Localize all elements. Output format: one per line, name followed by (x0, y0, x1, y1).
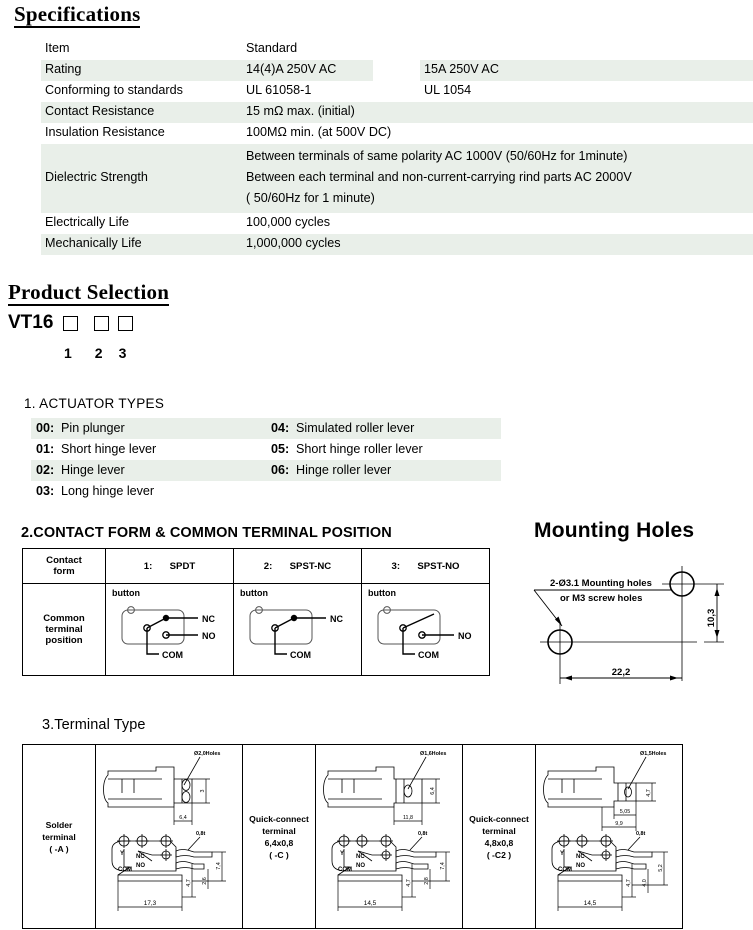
product-selection-heading (8, 281, 169, 306)
spstno-button-label: button (368, 588, 396, 598)
actuator-item-06 (266, 460, 501, 481)
spdt-terminal-no: NO (202, 631, 216, 641)
dielectric-line-3: ( 50/60Hz for 1 minute) (246, 191, 375, 205)
terminal-type-title: 3.Terminal Type (42, 717, 146, 733)
contact-form-title: 2.CONTACT FORM & COMMON TERMINAL POSITION (21, 525, 392, 541)
spec-row-rating-value2: 15A 250V AC (424, 62, 499, 76)
mounting-holes-drawing (512, 556, 752, 701)
contact-form-diagram-spdt (106, 584, 234, 676)
spdt-button-label: button (112, 588, 140, 598)
c-terminal-y: Y (340, 851, 345, 857)
spec-row-insulation-resistance (41, 122, 753, 143)
spec-row-standards-label: Conforming to standards (45, 83, 183, 97)
solder-dim-bottom-h: 17,3 (143, 900, 157, 907)
contact-form-diagram-spst-no (362, 584, 490, 676)
terminal-solder-line1: Solder (45, 819, 73, 830)
mounting-holes-dim-vertical: 10,3 (706, 608, 717, 628)
contact-form-col-1-name: SPDT (169, 560, 196, 572)
spec-row-contact-resistance-value: 15 mΩ max. (initial) (246, 104, 355, 118)
actuator-types-title: 1. ACTUATOR TYPES (24, 396, 165, 411)
actuator-row (31, 460, 501, 481)
dielectric-line-1: Between terminals of same polarity AC 1000V (50/60Hz for 1minute) (246, 149, 628, 163)
spec-row-rating-value: 14(4)A 250V AC (246, 62, 337, 76)
actuator-row (31, 439, 501, 460)
c-hole-note: Ø1,6Holes (420, 751, 447, 757)
c2-terminal-y: Y (560, 851, 565, 857)
actuator-name-03: Long hinge lever (61, 484, 155, 498)
actuator-code-04: 04: (271, 421, 290, 435)
mounting-holes-note-line1: 2-Ø3.1 Mounting holes (550, 578, 652, 589)
terminal-diagram-quickconnect-c2 (536, 745, 683, 929)
product-code-digit-1: 1 (64, 345, 72, 361)
terminal-label-solder (23, 745, 96, 929)
spec-row-rating-label: Rating (45, 62, 82, 76)
contact-form-body-line1: Common (43, 613, 85, 624)
quickconnect-c2-drawing (536, 745, 682, 923)
actuator-code-03: 03: (36, 484, 55, 498)
c-terminal-nc: NC (356, 854, 365, 860)
contact-form-header-label (23, 549, 106, 584)
actuator-types-list (31, 418, 501, 502)
spec-row-contact-resistance (41, 101, 753, 122)
terminal-solder-line2: terminal (42, 831, 76, 842)
c2-dim-small-v: 4,0 (642, 879, 648, 887)
spstnc-button-label: button (240, 588, 268, 598)
product-selection-title: Product Selection (8, 281, 169, 306)
product-code-builder (8, 312, 133, 334)
solder-terminal-nc: NC (136, 854, 145, 860)
mounting-holes-heading (534, 519, 694, 543)
solder-hole-note: Ø2,0Holes (194, 751, 221, 757)
solder-terminal-com: COM (118, 867, 132, 873)
mounting-holes-title: Mounting Holes (534, 519, 695, 542)
actuator-code-00: 00: (36, 421, 55, 435)
solder-dim-thickness: 0,8t (196, 831, 206, 837)
spec-row-mechanical-life (41, 233, 753, 254)
contact-form-col-1-num: 1: (143, 560, 153, 572)
spec-row-dielectric-strength (41, 143, 753, 212)
spec-header-standard: Standard (246, 41, 298, 55)
terminal-c2-line3: 4,8x0,8 (484, 837, 514, 848)
spec-row-mechanical-life-label: Mechanically Life (45, 236, 142, 250)
actuator-item-01 (31, 439, 266, 460)
actuator-row (31, 481, 501, 502)
c2-dim-bottom-h: 14,5 (583, 900, 597, 907)
terminal-c-line4: ( -C ) (269, 849, 289, 860)
contact-form-header-row (23, 549, 490, 584)
contact-form-col-2-name: SPST-NC (289, 560, 332, 572)
spec-row-insulation-resistance-value: 100MΩ min. (at 500V DC) (246, 125, 392, 139)
contact-form-col-1-header (106, 549, 234, 584)
dielectric-line-2: Between each terminal and non-current-carrying rind parts AC 2000V (246, 170, 632, 184)
actuator-item-05 (266, 439, 501, 460)
contact-form-col-3-header (362, 549, 490, 584)
solder-dim-top-h: 6,4 (179, 815, 187, 821)
terminal-type-table (22, 744, 683, 929)
contact-form-body-line2: terminal (45, 624, 83, 635)
terminal-label-quickconnect-c (243, 745, 316, 929)
c-dim-right-v: 7,4 (440, 862, 446, 870)
spstnc-terminal-nc: NC (330, 614, 343, 624)
c-dim-bottom-h: 14,5 (363, 900, 377, 907)
terminal-diagram-solder (96, 745, 243, 929)
c2-dim-top-h: 9,9 (615, 821, 623, 827)
actuator-code-02: 02: (36, 463, 55, 477)
contact-form-col-3-name: SPST-NO (417, 560, 460, 572)
spec-row-contact-resistance-label: Contact Resistance (45, 104, 155, 118)
c-terminal-com: COM (338, 867, 352, 873)
spec-row-standards-value: UL 61058-1 (246, 83, 312, 97)
terminal-c-line1: Quick-connect (249, 813, 309, 824)
product-code-box-2[interactable] (94, 316, 109, 331)
contact-form-col-2-header (234, 549, 362, 584)
spec-row-rating (41, 59, 753, 80)
contact-form-body-row (23, 584, 490, 676)
contact-form-diagram-spst-nc (234, 584, 362, 676)
contact-form-table (22, 548, 490, 676)
c-dim-mid-v: 4,7 (406, 879, 412, 887)
product-code-box-3[interactable] (118, 316, 133, 331)
spec-row-electrical-life (41, 212, 753, 233)
actuator-item-02 (31, 460, 266, 481)
specifications-heading (14, 3, 140, 28)
c-dim-thickness: 0,8t (418, 831, 428, 837)
actuator-item-00 (31, 418, 266, 439)
c2-dim-mid-v: 4,7 (626, 879, 632, 887)
actuator-code-01: 01: (36, 442, 55, 456)
actuator-name-00: Pin plunger (61, 421, 125, 435)
spec-row-dielectric-values (246, 146, 753, 209)
quickconnect-c-drawing (316, 745, 462, 923)
contact-form-header-line2: form (53, 566, 75, 577)
solder-dim-right-v: 7,4 (216, 862, 222, 870)
spec-row-standards (41, 80, 753, 101)
mounting-holes-dim-horizontal: 22,2 (611, 667, 631, 678)
terminal-c2-line2: terminal (482, 825, 516, 836)
solder-dim-top-v: 3 (200, 789, 206, 793)
solder-dim-mid-v: 4,7 (186, 879, 192, 887)
solder-dim-small-v: 2,6 (202, 877, 208, 885)
contact-form-body-line3: position (45, 635, 83, 646)
actuator-item-03 (31, 481, 266, 502)
solder-terminal-y: Y (120, 851, 125, 857)
terminal-c-line2: terminal (262, 825, 296, 836)
spec-row-electrical-life-label: Electrically Life (45, 215, 129, 229)
product-code-digit-labels (8, 345, 126, 361)
spec-header-item: Item (45, 41, 70, 55)
actuator-item-empty (266, 481, 501, 502)
terminal-solder-line3: ( -A ) (49, 843, 69, 854)
product-code-prefix: VT16 (8, 312, 54, 333)
actuator-row (31, 418, 501, 439)
product-code-digit-2: 2 (94, 345, 103, 361)
product-code-box-1[interactable] (63, 316, 78, 331)
specifications-table (41, 38, 753, 254)
actuator-name-04: Simulated roller lever (296, 421, 415, 435)
mounting-holes-diagram (512, 556, 752, 706)
spdt-terminal-nc: NC (202, 614, 215, 624)
c-terminal-no: NO (356, 863, 365, 869)
actuator-item-04 (266, 418, 501, 439)
c-dim-top-v: 6,4 (430, 787, 436, 795)
c2-hole-note: Ø1,5Holes (640, 751, 667, 757)
c2-terminal-nc: NC (576, 854, 585, 860)
spec-header-row (41, 38, 753, 59)
solder-terminal-no: NO (136, 863, 145, 869)
solder-terminal-drawing (96, 745, 242, 923)
actuator-code-05: 05: (271, 442, 290, 456)
terminal-c2-line4: ( -C2 ) (486, 849, 512, 860)
actuator-name-06: Hinge roller lever (296, 463, 392, 477)
contact-form-body-label (23, 584, 106, 676)
terminal-c-line3: 6,4x0,8 (264, 837, 294, 848)
actuator-name-01: Short hinge lever (61, 442, 157, 456)
spec-row-insulation-resistance-label: Insulation Resistance (45, 125, 165, 139)
contact-form-header-line1: Contact (46, 555, 82, 566)
actuator-name-05: Short hinge roller lever (296, 442, 423, 456)
c-dim-small-v: 2,8 (424, 877, 430, 885)
contact-form-col-3-num: 3: (391, 560, 401, 572)
spec-row-dielectric-label: Dielectric Strength (45, 170, 148, 184)
spstno-terminal-no: NO (458, 631, 472, 641)
c2-dim-top-v: 4,7 (646, 789, 652, 797)
terminal-c2-line1: Quick-connect (469, 813, 529, 824)
terminal-label-quickconnect-c2 (463, 745, 536, 929)
contact-form-col-2-num: 2: (263, 560, 273, 572)
c2-dim-top-h2: 5,05 (619, 809, 631, 815)
actuator-name-02: Hinge lever (61, 463, 125, 477)
spec-row-electrical-life-value: 100,000 cycles (246, 215, 331, 229)
actuator-code-06: 06: (271, 463, 290, 477)
c2-terminal-no: NO (576, 863, 585, 869)
terminal-diagram-quickconnect-c (316, 745, 463, 929)
mounting-holes-note-line2: or M3 screw holes (560, 593, 643, 604)
spec-row-standards-value2: UL 1054 (424, 83, 472, 97)
specifications-title: Specifications (14, 3, 140, 28)
spstnc-terminal-com: COM (290, 650, 311, 660)
c2-dim-thickness: 0,8t (636, 831, 646, 837)
c-dim-top-h: 11,8 (402, 815, 414, 821)
spdt-terminal-com: COM (162, 650, 183, 660)
terminal-type-row (23, 745, 683, 929)
c2-dim-right-v: 5,2 (658, 864, 664, 872)
c2-terminal-com: COM (558, 867, 572, 873)
product-code-digit-3: 3 (118, 345, 127, 361)
spec-row-mechanical-life-value: 1,000,000 cycles (246, 236, 341, 250)
spstno-terminal-com: COM (418, 650, 439, 660)
